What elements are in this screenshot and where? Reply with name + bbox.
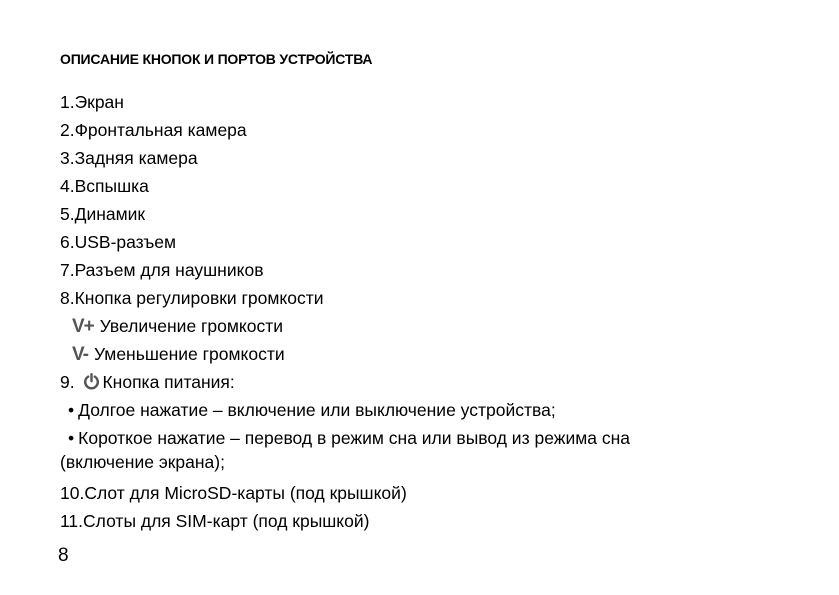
list-item-sim-slots: 11.Слоты для SIM-карт (под крышкой) [60, 511, 370, 531]
power-item-number: 9. [60, 372, 75, 392]
volume-down-row [72, 344, 285, 365]
power-item-label: Кнопка питания: [102, 372, 235, 392]
power-long-press-row [68, 400, 556, 420]
list-item-headphone-jack: 7.Разъем для наушников [60, 260, 264, 280]
list-item-front-camera: 2.Фронтальная камера [60, 120, 247, 140]
power-icon [83, 373, 100, 390]
volume-up-label: Увеличение громкости [99, 316, 284, 336]
section-heading: ОПИСАНИЕ КНОПОК И ПОРТОВ УСТРОЙСТВА [60, 51, 373, 67]
list-item-flash: 4.Вспышка [60, 176, 149, 196]
list-item-volume-button: 8.Кнопка регулировки громкости [60, 288, 324, 308]
power-short-press-row [68, 428, 630, 448]
volume-down-label: Уменьшение громкости [93, 344, 285, 364]
list-item-microsd-slot: 10.Слот для MicroSD-карты (под крышкой) [60, 483, 407, 503]
list-item-power-button [60, 372, 235, 392]
list-item-rear-camera: 3.Задняя камера [60, 148, 198, 168]
volume-up-symbol: V+ [72, 316, 94, 337]
page-number: 8 [58, 545, 69, 566]
power-short-press-continuation: (включение экрана); [60, 452, 225, 472]
power-short-press-text: Короткое нажатие – перевод в режим сна или вывод из режима сна [78, 428, 630, 448]
list-item-screen: 1.Экран [60, 92, 124, 112]
list-item-speaker: 5.Динамик [60, 204, 146, 224]
power-long-press-text: Долгое нажатие – включение или выключение устройства; [78, 400, 556, 420]
volume-up-row [72, 316, 283, 337]
list-item-usb-port: 6.USB-разъем [60, 232, 177, 252]
bullet-dot: • [68, 428, 75, 448]
volume-down-symbol: V- [72, 344, 88, 365]
bullet-dot: • [68, 400, 75, 420]
